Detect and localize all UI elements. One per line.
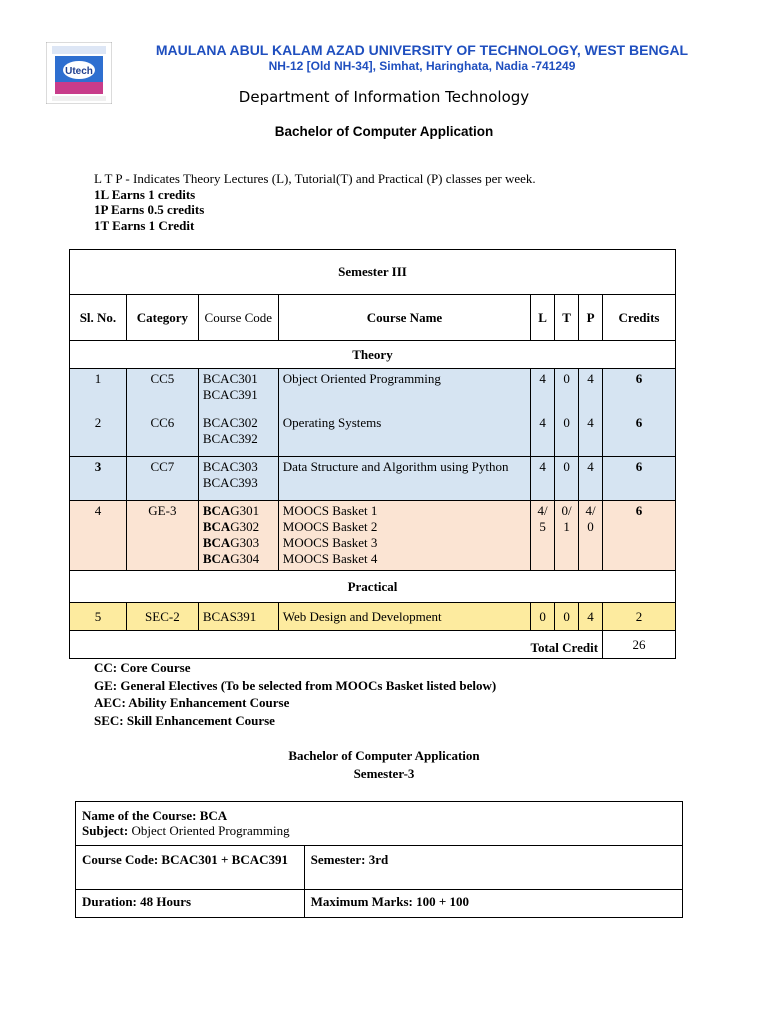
row-t: 0/ 1: [555, 501, 579, 571]
header-sl: Sl. No.: [70, 295, 127, 341]
header-code: Course Code: [198, 295, 278, 341]
row-p: 4: [579, 603, 603, 631]
duration-cell: Duration: 48 Hours: [76, 890, 305, 918]
course-name-label: Name of the Course: BCA: [82, 808, 228, 823]
row-t: 0: [555, 369, 579, 413]
table-row: [70, 369, 676, 413]
row-code: BCAC301 BCAC391: [198, 369, 278, 413]
header-t: T: [555, 295, 579, 341]
row-category: GE-3: [126, 501, 198, 571]
ltp-note: L T P - Indicates Theory Lectures (L), Tutorial(T) and Practical (P) classes per week.: [94, 171, 536, 186]
header-category: Category: [126, 295, 198, 341]
row-l: 0: [531, 603, 555, 631]
legend-sec: SEC: Skill Enhancement Course: [94, 712, 275, 728]
row-name: Operating Systems: [278, 413, 530, 457]
row-l: 4: [531, 369, 555, 413]
header-l: L: [531, 295, 555, 341]
course-code-cell: Course Code: BCAC301 + BCAC391: [76, 846, 305, 890]
program-title: Bachelor of Computer Application: [274, 124, 494, 139]
table-row: [70, 413, 676, 457]
row-sl: 4: [70, 501, 127, 571]
abbreviation-legend: [94, 659, 496, 729]
header-p: P: [579, 295, 603, 341]
credit-notes: [94, 171, 536, 233]
total-value: 26: [603, 631, 676, 659]
row-code: BCAC303 BCAC393: [198, 457, 278, 501]
row-t: 0: [555, 457, 579, 501]
marks-cell: Maximum Marks: 100 + 100: [304, 890, 682, 918]
row-l: 4: [531, 457, 555, 501]
course-semester-title: Semester-3: [353, 766, 415, 781]
table-row: [70, 603, 676, 631]
row-name: Data Structure and Algorithm using Python: [278, 457, 530, 501]
row-sl: 1: [70, 369, 127, 413]
legend-aec: AEC: Ability Enhancement Course: [94, 695, 290, 710]
header-name: Course Name: [278, 295, 530, 341]
row-p: 4/ 0: [579, 501, 603, 571]
row-credits: 6: [603, 501, 676, 571]
row-p: 4: [579, 369, 603, 413]
theory-label: Theory: [70, 341, 676, 369]
practical-label: Practical: [70, 571, 676, 603]
university-name: MAULANA ABUL KALAM AZAD UNIVERSITY OF TECHNOLOGY, WEST BENGAL: [155, 42, 689, 58]
row-category: CC5: [126, 369, 198, 413]
header-credits: Credits: [603, 295, 676, 341]
course-info-table: [75, 801, 683, 918]
row-code: BCAC302 BCAC392: [198, 413, 278, 457]
subject-label: Subject:: [82, 823, 129, 838]
row-category: SEC-2: [126, 603, 198, 631]
subject-value: Object Oriented Programming: [131, 823, 290, 838]
row-code: BCAS391: [198, 603, 278, 631]
row-name: MOOCS Basket 1 MOOCS Basket 2 MOOCS Basket 3 MOOCS Basket 4: [278, 501, 530, 571]
row-sl: 2: [70, 413, 127, 457]
row-credits: 6: [603, 369, 676, 413]
row-category: CC7: [126, 457, 198, 501]
row-credits: 2: [603, 603, 676, 631]
row-sl: 3: [70, 457, 127, 501]
row-category: CC6: [126, 413, 198, 457]
university-address: NH-12 [Old NH-34], Simhat, Haringhata, Nadia -741249: [268, 59, 576, 73]
row-t: 0: [555, 603, 579, 631]
row-t: 0: [555, 413, 579, 457]
semester-title: Semester III: [70, 250, 676, 295]
row-sl: 5: [70, 603, 127, 631]
row-code: BCAG301 BCAG302 BCAG303 BCAG304: [198, 501, 278, 571]
legend-cc: CC: Core Course: [94, 660, 191, 675]
total-label: Total Credit: [70, 631, 603, 659]
row-name: Object Oriented Programming: [278, 369, 530, 413]
table-row: [70, 457, 676, 501]
row-p: 4: [579, 457, 603, 501]
row-p: 4: [579, 413, 603, 457]
row-credits: 6: [603, 457, 676, 501]
row-credits: 6: [603, 413, 676, 457]
row-l: 4: [531, 413, 555, 457]
semester-table: [69, 249, 676, 659]
semester-cell: Semester: 3rd: [304, 846, 682, 890]
course-name-cell: [76, 802, 683, 846]
row-name: Web Design and Development: [278, 603, 530, 631]
legend-ge: GE: General Electives (To be selected from MOOCs Basket listed below): [94, 677, 497, 693]
logo-text: Utech: [65, 66, 93, 77]
table-row: [70, 501, 676, 571]
t-credit-note: 1T Earns 1 Credit: [94, 217, 195, 233]
row-l: 4/ 5: [531, 501, 555, 571]
department-title: Department of Information Technology: [238, 88, 530, 106]
l-credit-note: 1L Earns 1 credits: [94, 186, 196, 202]
total-row: [70, 631, 676, 659]
p-credit-note: 1P Earns 0.5 credits: [94, 202, 205, 217]
course-program-title: Bachelor of Computer Application: [288, 748, 480, 763]
